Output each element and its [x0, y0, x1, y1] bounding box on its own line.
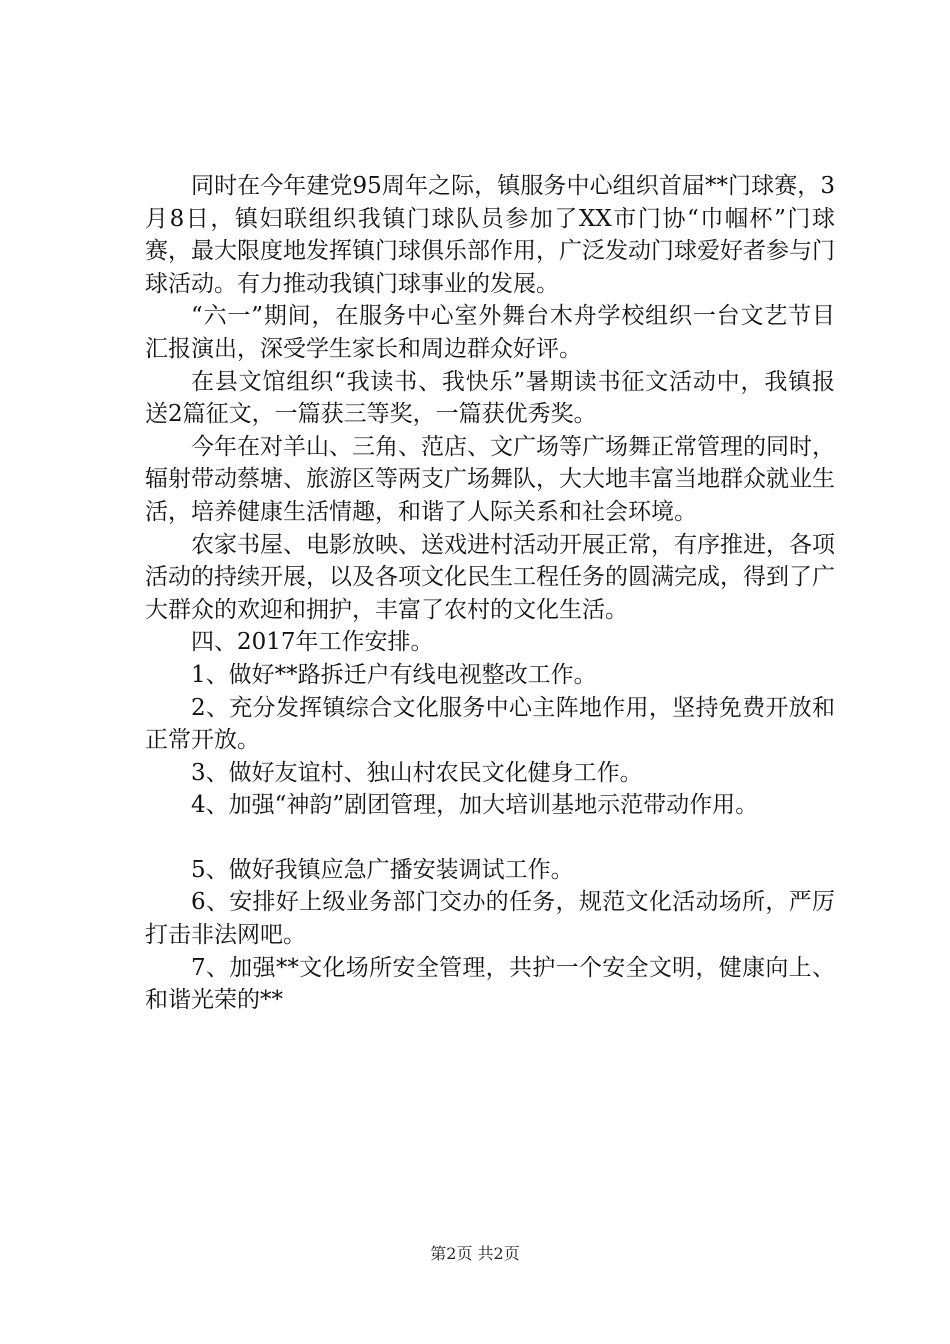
plan-item-1: 1、做好**路拆迁户有线电视整改工作。: [191, 661, 597, 688]
section-heading-2017-plan: 四、2017年工作安排。: [191, 629, 434, 656]
paragraph-childrens-day: “六一”期间，在服务中心室外舞台木舟学校组织一台文艺节目汇报演出，深受学生家长和周边群众好评。: [145, 303, 835, 362]
paragraph-square-dance: 今年在对羊山、三角、范店、文广场等广场舞正常管理的同时，辐射带动蔡塘、旅游区等两支广场舞队，大大地丰富当地群众就业生活，培养健康生活情趣，和谐了人际关系和社会环境。: [145, 433, 835, 525]
plan-item-7: 7、加强**文化场所安全管理，共护一个安全文明，健康向上、和谐光荣的**: [145, 954, 835, 1014]
plan-item-4: 4、加强“神韵”剧团管理，加大培训基地示范带动作用。: [191, 792, 759, 819]
plan-item-6: 6、安排好上级业务部门交办的任务，规范文化活动场所，严厉打击非法网吧。: [145, 889, 835, 949]
page-footer: 第2页 共2页: [430, 1244, 520, 1263]
plan-item-5: 5、做好我镇应急广播安装调试工作。: [191, 856, 574, 883]
document-body: [145, 170, 835, 1017]
paragraph-tennis-event: 同时在今年建党95周年之际，镇服务中心组织首届**门球赛，3月8日，镇妇联组织我镇门球队员参加了XX市门协“巾帼杯”门球赛，最大限度地发挥镇门球俱乐部作用，广泛发动门球爱好者参与门球活动。有力推动我镇门球事业的发展。: [145, 173, 835, 297]
paragraph-rural-activities: 农家书屋、电影放映、送戏进村活动开展正常，有序推进，各项活动的持续开展，以及各项文化民生工程任务的圆满完成，得到了广大群众的欢迎和拥护，丰富了农村的文化生活。: [145, 531, 835, 623]
plan-item-2: 2、充分发挥镇综合文化服务中心主阵地作用，坚持免费开放和正常开放。: [145, 694, 835, 754]
plan-item-3: 3、做好友谊村、独山村农民文化健身工作。: [191, 759, 643, 786]
paragraph-reading-contest: 在县文馆组织“我读书、我快乐”暑期读书征文活动中，我镇报送2篇征文，一篇获三等奖，一篇获优秀奖。: [145, 368, 835, 428]
paragraph-gap: [145, 822, 835, 854]
